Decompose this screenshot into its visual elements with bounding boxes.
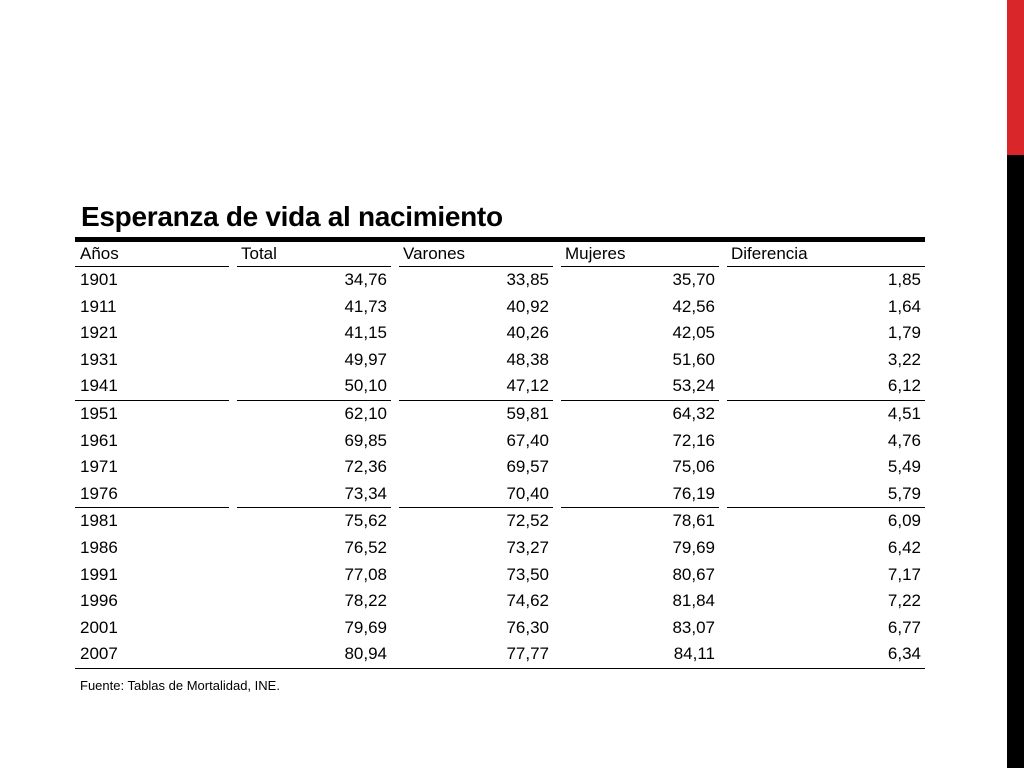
cell-varones: 33,85 bbox=[506, 270, 549, 289]
cell-varones: 48,38 bbox=[506, 349, 549, 369]
cell-diferencia: 6,34 bbox=[727, 641, 925, 669]
cell-diferencia: 3,22 bbox=[887, 349, 921, 369]
cell-diferencia: 5,49 bbox=[887, 457, 921, 477]
cell-total: 69,85 bbox=[344, 430, 387, 450]
cell-varones: 72,52 bbox=[506, 511, 549, 531]
cell-year: 2001 bbox=[80, 617, 118, 637]
cell-total: 62,10 bbox=[344, 403, 387, 423]
column-header-anos: Años bbox=[75, 242, 229, 267]
cell-diferencia: 6,77 bbox=[887, 617, 921, 637]
header-row bbox=[75, 242, 925, 267]
column-header-varones: Varones bbox=[399, 242, 553, 267]
cell-diferencia: 1,85 bbox=[887, 270, 921, 289]
cell-varones: 67,40 bbox=[506, 430, 549, 450]
cell-total: 49,97 bbox=[344, 349, 387, 369]
cell-varones: 69,57 bbox=[506, 457, 549, 477]
table-row bbox=[75, 267, 925, 294]
cell-year: 1996 bbox=[80, 591, 118, 611]
cell-varones: 77,77 bbox=[399, 641, 553, 669]
cell-varones: 73,27 bbox=[506, 537, 549, 557]
cell-total: 50,10 bbox=[237, 373, 391, 401]
cell-year: 1971 bbox=[80, 457, 118, 477]
cell-year: 2007 bbox=[75, 641, 229, 669]
table-row bbox=[75, 401, 925, 428]
table-row bbox=[75, 347, 925, 374]
cell-varones: 47,12 bbox=[399, 373, 553, 401]
cell-varones: 40,26 bbox=[506, 323, 549, 343]
cell-year: 1986 bbox=[80, 537, 118, 557]
cell-diferencia: 6,12 bbox=[727, 373, 925, 401]
cell-year: 1951 bbox=[80, 403, 118, 423]
column-header-total: Total bbox=[237, 242, 391, 267]
cell-diferencia: 1,64 bbox=[887, 296, 921, 316]
table-title: Esperanza de vida al nacimiento bbox=[81, 201, 503, 232]
cell-varones: 74,62 bbox=[506, 591, 549, 611]
cell-diferencia: 5,79 bbox=[727, 481, 925, 509]
cell-varones: 40,92 bbox=[506, 296, 549, 316]
cell-varones: 73,50 bbox=[506, 564, 549, 584]
source-note: Fuente: Tablas de Mortalidad, INE. bbox=[80, 678, 280, 693]
cell-total: 41,15 bbox=[344, 323, 387, 343]
table-row bbox=[75, 454, 925, 481]
cell-varones: 59,81 bbox=[506, 403, 549, 423]
side-bar-accent bbox=[1007, 0, 1024, 155]
cell-mujeres: 53,24 bbox=[561, 373, 719, 401]
cell-year: 1941 bbox=[75, 373, 229, 401]
table-row bbox=[75, 294, 925, 321]
cell-year: 1931 bbox=[80, 349, 118, 369]
cell-varones: 76,30 bbox=[506, 617, 549, 637]
cell-year: 1901 bbox=[80, 270, 118, 289]
table-row bbox=[75, 320, 925, 347]
cell-mujeres: 79,69 bbox=[672, 537, 715, 557]
cell-mujeres: 64,32 bbox=[672, 403, 715, 423]
cell-total: 78,22 bbox=[344, 591, 387, 611]
cell-total: 73,34 bbox=[237, 481, 391, 509]
table-row bbox=[75, 615, 925, 642]
cell-diferencia: 6,09 bbox=[887, 511, 921, 531]
cell-mujeres: 83,07 bbox=[672, 617, 715, 637]
cell-mujeres: 51,60 bbox=[672, 349, 715, 369]
cell-diferencia: 1,79 bbox=[887, 323, 921, 343]
cell-total: 77,08 bbox=[344, 564, 387, 584]
table-row bbox=[75, 481, 925, 509]
column-header-mujeres: Mujeres bbox=[561, 242, 719, 267]
cell-total: 75,62 bbox=[344, 511, 387, 531]
cell-total: 34,76 bbox=[344, 270, 387, 289]
cell-varones: 70,40 bbox=[399, 481, 553, 509]
cell-mujeres: 81,84 bbox=[672, 591, 715, 611]
cell-year: 1991 bbox=[80, 564, 118, 584]
cell-mujeres: 42,56 bbox=[672, 296, 715, 316]
cell-year: 1961 bbox=[80, 430, 118, 450]
cell-diferencia: 4,76 bbox=[887, 430, 921, 450]
cell-mujeres: 72,16 bbox=[672, 430, 715, 450]
life-expectancy-table bbox=[75, 242, 925, 669]
cell-mujeres: 42,05 bbox=[672, 323, 715, 343]
cell-total: 76,52 bbox=[344, 537, 387, 557]
cell-total: 41,73 bbox=[344, 296, 387, 316]
side-bar bbox=[1007, 0, 1024, 768]
cell-year: 1981 bbox=[80, 511, 118, 531]
table-row bbox=[75, 373, 925, 401]
cell-mujeres: 75,06 bbox=[672, 457, 715, 477]
table-row bbox=[75, 588, 925, 615]
column-header-diferencia: Diferencia bbox=[727, 242, 925, 267]
table-row bbox=[75, 535, 925, 562]
cell-mujeres: 35,70 bbox=[672, 270, 715, 289]
cell-diferencia: 7,17 bbox=[887, 564, 921, 584]
cell-mujeres: 80,67 bbox=[672, 564, 715, 584]
cell-total: 72,36 bbox=[344, 457, 387, 477]
cell-mujeres: 84,11 bbox=[561, 641, 719, 669]
table-row bbox=[75, 428, 925, 455]
cell-diferencia: 4,51 bbox=[887, 403, 921, 423]
cell-total: 80,94 bbox=[237, 641, 391, 669]
table-row bbox=[75, 562, 925, 589]
cell-diferencia: 6,42 bbox=[887, 537, 921, 557]
cell-year: 1976 bbox=[75, 481, 229, 509]
cell-total: 79,69 bbox=[344, 617, 387, 637]
cell-mujeres: 76,19 bbox=[561, 481, 719, 509]
cell-year: 1911 bbox=[80, 296, 117, 316]
table-row bbox=[75, 641, 925, 669]
cell-mujeres: 78,61 bbox=[672, 511, 715, 531]
cell-year: 1921 bbox=[80, 323, 118, 343]
cell-diferencia: 7,22 bbox=[887, 591, 921, 611]
table-row bbox=[75, 508, 925, 535]
